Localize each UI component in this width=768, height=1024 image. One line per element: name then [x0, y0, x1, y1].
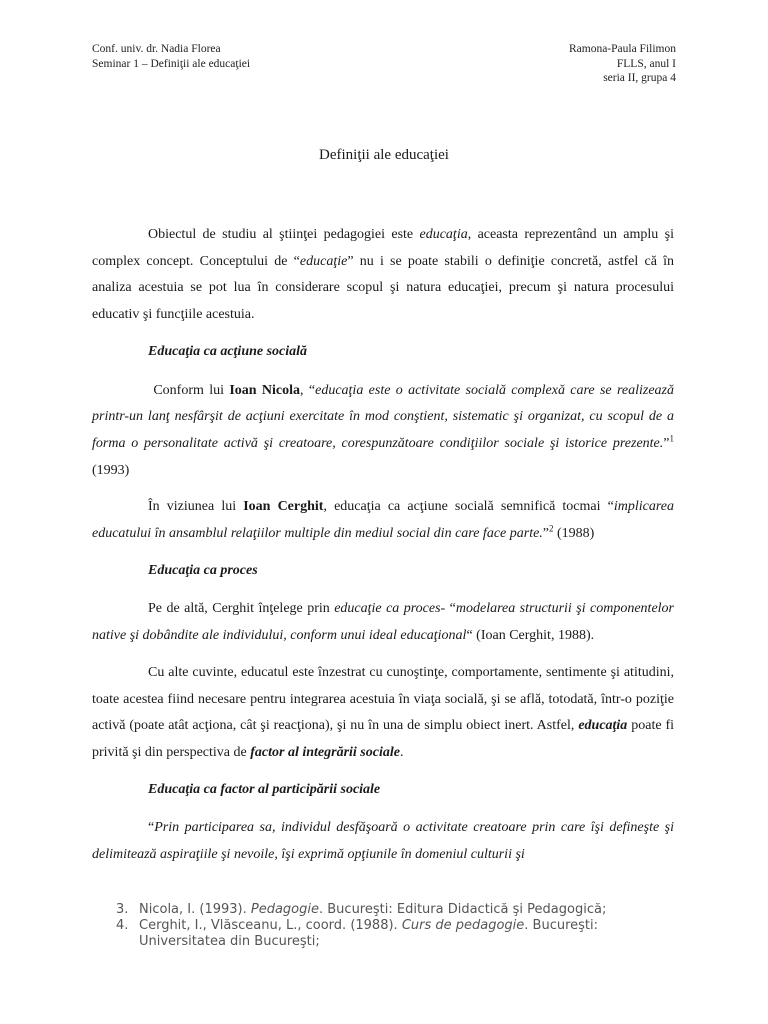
text-run: Cu alte cuvinte, educatul este înzestrat cu cunoştinţe, comportamente, sentimente şi atitudini, toate acestea fiind necesare pentru integrarea acestuia în viaţa socială, şi se află, totodată, într-o poziţie activă (poate atât acţiona, cât şi reacţiona), şi nu în una de simplu obiect inert. Astfel,: [92, 664, 674, 734]
text-run: , “: [300, 382, 316, 398]
text-run: În viziunea lui: [148, 499, 244, 515]
text-run: . Bucureşti: Universitatea din Bucureşti;: [139, 918, 599, 949]
section-heading: Educaţia ca acţiune socială: [148, 343, 308, 359]
text-run: .: [399, 744, 404, 760]
footnote-item: [116, 918, 676, 950]
text-run: . Bucureşti: Editura Didactică şi Pedagogică;: [319, 902, 607, 917]
text-run: Cerghit, I., Vlăsceanu, L., coord. (1988).: [139, 918, 402, 933]
book-title: Pedagogie: [250, 902, 319, 917]
page-header-right: [569, 42, 676, 86]
document-title: Definiţii ale educaţiei: [319, 147, 449, 163]
page-header-left: [92, 42, 250, 71]
header-group: seria II, grupa 4: [603, 72, 676, 84]
paragraph-process: [92, 596, 674, 649]
header-faculty: FLLS, anul I: [616, 57, 676, 70]
text-run: “: [148, 820, 155, 836]
intro-paragraph: [92, 222, 674, 329]
text-run: ”: [542, 526, 550, 542]
footnote-number: 3.: [116, 902, 129, 917]
document-body: [92, 222, 674, 869]
footnotes: [116, 902, 676, 950]
book-title: Curs de pedagogie: [401, 918, 525, 933]
emphasis: educaţie: [299, 253, 348, 269]
text-run: Nicola, I. (1993).: [139, 902, 251, 917]
text-run: Conform lui: [153, 382, 230, 398]
quote: educaţia este o activitate socială complexă care se realizează printr-un lanţ nesfârşit de acţiuni exercitate în mod conştient, sistematic şi organizat, cu scopul de a forma o personalitate activă şi creatoare, corespunzătoare condiţiilor sociale şi istorice prezente.: [92, 382, 675, 451]
text-run: poate fi privită şi din perspectiva de: [92, 718, 675, 760]
text-run: “ (Ioan Cerghit, 1988).: [466, 628, 595, 644]
author-name: Ioan Cerghit: [243, 499, 324, 515]
footnote-ref: 2: [549, 523, 554, 534]
emphasis: educaţia: [419, 227, 468, 242]
footnote-item: [116, 902, 676, 918]
emphasis: educaţie ca proces-: [334, 601, 446, 617]
paragraph-cerghit: [92, 494, 674, 547]
paragraph-participation: [92, 815, 674, 868]
text-run: ”: [663, 435, 670, 451]
footnote-number: 4.: [116, 918, 129, 933]
quote: Prin participarea sa, individul desfăşoară o activitate creatoare prin care îşi defineşte şi delimitează aspiraţiile şi nevoile, îşi exprimă opţiunile în domeniul culturii şi: [92, 820, 674, 863]
quote: modelarea structurii şi componentelor native şi dobândite ale individului, conform unui ideal educaţional: [92, 601, 675, 644]
author-name: Ioan Nicola: [229, 382, 301, 398]
header-author: Conf. univ. dr. Nadia Florea: [92, 43, 221, 55]
bold-italic-term: educaţia: [578, 718, 628, 734]
text-run: Pe de altă, Cerghit înţelege prin: [148, 601, 335, 617]
paragraph-nicola: [92, 378, 674, 485]
text-run: , aceasta reprezentând un amplu şi complex concept. Conceptului de “: [92, 227, 674, 269]
section-heading: Educaţia ca proces: [148, 562, 258, 578]
paragraph-integration: [92, 660, 674, 767]
text-run: (1993): [92, 462, 130, 478]
text-run: Obiectul de studiu al ştiinţei pedagogiei este: [148, 227, 420, 242]
header-course: Seminar 1 – Definiţii ale educaţiei: [92, 57, 251, 70]
section-heading: Educaţia ca factor al participării sociale: [148, 781, 381, 797]
text-run: “: [445, 601, 456, 617]
text-run: ” nu i se poate stabili o definiţie concretă, astfel că în analiza acestuia se pot lua în considerare scopul şi natura educaţiei, precum şi natura procesului educativ şi funcţiile acestuia.: [92, 253, 674, 323]
text-run: (1988): [553, 526, 595, 542]
text-run: , educaţia ca acţiune socială semnifică tocmai “: [323, 499, 614, 515]
bold-italic-term: factor al integrării sociale: [250, 744, 400, 760]
footnote-ref: 1: [669, 433, 674, 444]
header-student: Ramona-Paula Filimon: [568, 43, 676, 55]
quote: implicarea educatului în ansamblul relaţiilor multiple din mediul social din care face parte.: [92, 499, 674, 542]
